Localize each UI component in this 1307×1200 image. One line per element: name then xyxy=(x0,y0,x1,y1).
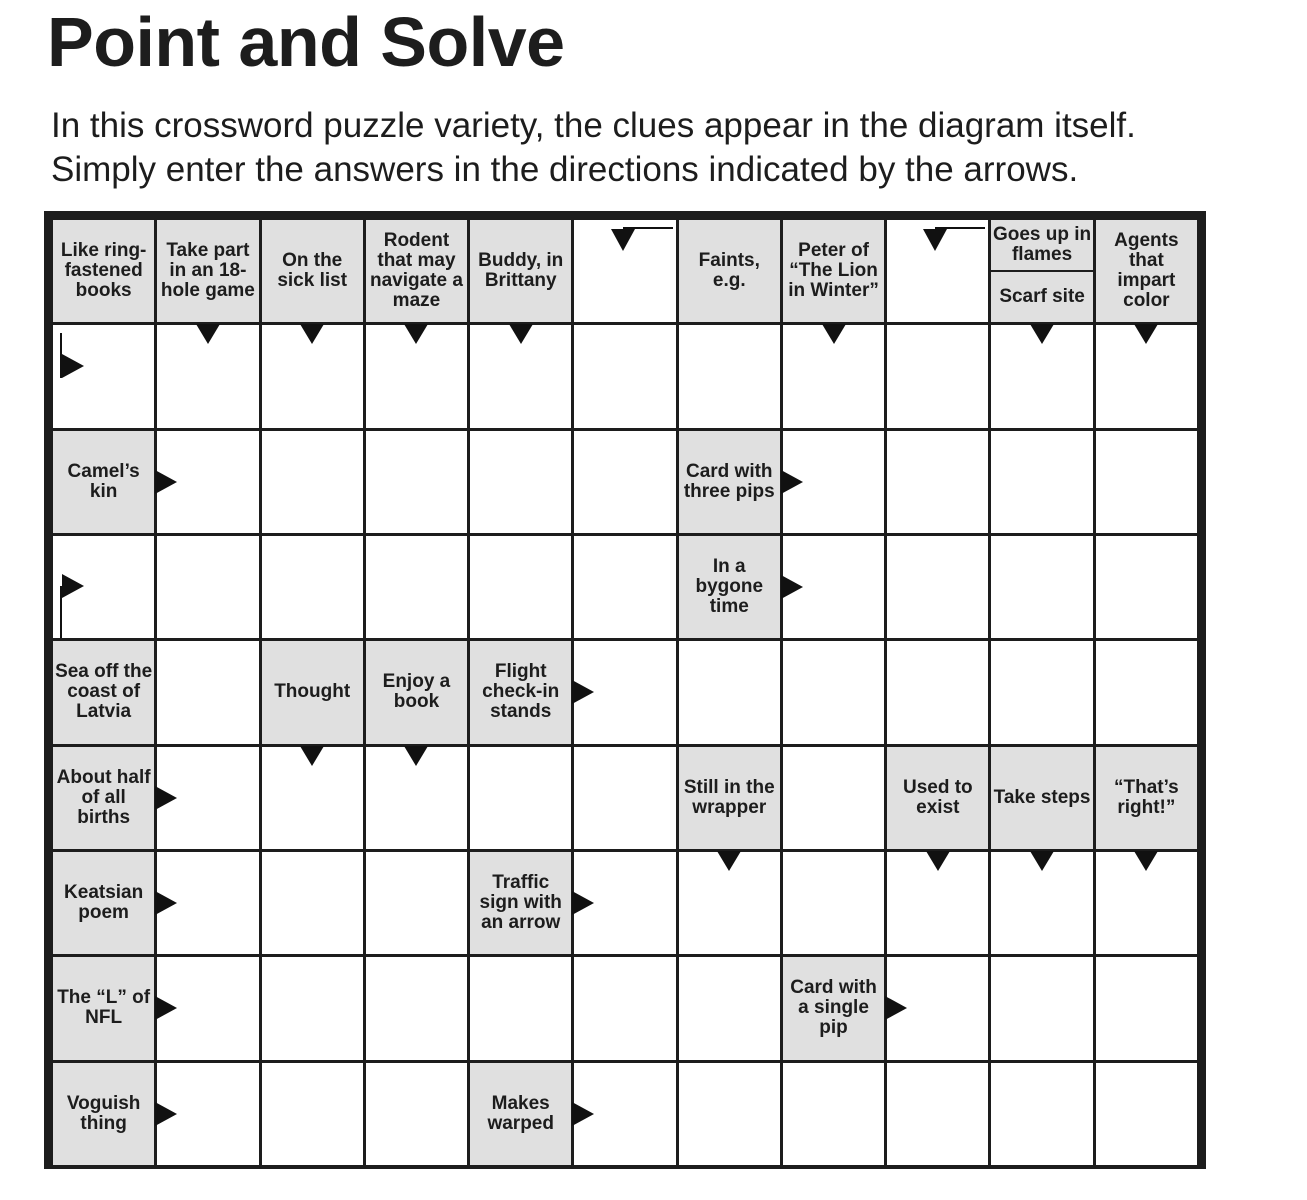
answer-cell[interactable] xyxy=(366,957,467,1059)
clue-text: Thought xyxy=(274,681,351,703)
bent-arrow-right-icon xyxy=(60,576,76,638)
clue-cell xyxy=(53,431,154,533)
clue-cell xyxy=(679,431,780,533)
arrow-down-icon xyxy=(404,324,428,344)
clue-cell xyxy=(53,1063,154,1165)
clue-cell xyxy=(1096,747,1197,849)
arrow-down-icon xyxy=(300,324,324,344)
answer-cell[interactable] xyxy=(679,957,780,1059)
clue-cell xyxy=(157,220,258,322)
clue-text: The “L” of NFL xyxy=(57,987,151,1029)
answer-cell[interactable] xyxy=(887,431,988,533)
clue-cell xyxy=(366,641,467,743)
answer-cell[interactable] xyxy=(574,431,675,533)
answer-cell[interactable] xyxy=(53,325,154,427)
answer-cell[interactable] xyxy=(470,747,571,849)
answer-cell[interactable] xyxy=(991,431,1092,533)
clue-text: Agents that impart color xyxy=(1114,230,1179,312)
bent-arrow-down-icon xyxy=(613,227,673,257)
arrow-right-icon xyxy=(572,1102,594,1126)
answer-cell[interactable] xyxy=(574,220,675,322)
answer-cell[interactable] xyxy=(887,641,988,743)
answer-cell[interactable] xyxy=(262,536,363,638)
clue-cell xyxy=(679,536,780,638)
answer-cell[interactable] xyxy=(887,536,988,638)
arrow-right-icon xyxy=(155,996,177,1020)
arrow-down-icon xyxy=(717,851,741,871)
clue-text: Voguish thing xyxy=(66,1092,141,1134)
answer-cell[interactable] xyxy=(366,1063,467,1165)
answer-cell[interactable] xyxy=(1096,431,1197,533)
clue-cell xyxy=(53,641,154,743)
clue-text: Traffic sign with an arrow xyxy=(479,872,562,934)
clue-cell xyxy=(53,957,154,1059)
answer-cell[interactable] xyxy=(366,536,467,638)
clue-text: Take part in an 18-hole game xyxy=(160,240,255,302)
clue-text: Goes up in flames xyxy=(991,220,1092,272)
clue-text: Peter of “The Lion in Winter” xyxy=(788,240,879,302)
clue-cell xyxy=(470,1063,571,1165)
answer-cell[interactable] xyxy=(887,220,988,322)
intro-line-2: Simply enter the answers in the directions indicated by the arrows. xyxy=(51,150,1079,189)
clue-cell xyxy=(470,852,571,954)
arrow-down-icon xyxy=(404,746,428,766)
answer-cell[interactable] xyxy=(574,957,675,1059)
answer-cell[interactable] xyxy=(574,325,675,427)
clue-cell xyxy=(991,747,1092,849)
arrow-right-icon xyxy=(155,786,177,810)
arrow-down-icon xyxy=(509,324,533,344)
arrow-down-icon xyxy=(300,746,324,766)
clue-text: “That’s right!” xyxy=(1113,776,1179,818)
clue-cell xyxy=(679,747,780,849)
answer-cell[interactable] xyxy=(366,852,467,954)
answer-cell[interactable] xyxy=(470,536,571,638)
clue-text: Faints, e.g. xyxy=(698,250,760,292)
answer-cell[interactable] xyxy=(991,1063,1092,1165)
bent-arrow-right-icon xyxy=(60,333,76,378)
answer-cell[interactable] xyxy=(783,852,884,954)
arrow-down-icon xyxy=(1134,851,1158,871)
clue-text: Card with three pips xyxy=(683,460,775,502)
clue-cell xyxy=(262,641,363,743)
clue-text: Scarf site xyxy=(999,286,1085,308)
answer-cell[interactable] xyxy=(679,641,780,743)
clue-text: Makes warped xyxy=(487,1092,554,1134)
answer-cell[interactable] xyxy=(679,325,780,427)
answer-cell[interactable] xyxy=(1096,641,1197,743)
clue-cell xyxy=(679,220,780,322)
clue-text: Like ring-fastened books xyxy=(60,240,147,302)
arrow-down-icon xyxy=(196,324,220,344)
arrow-down-icon xyxy=(822,324,846,344)
clue-cell xyxy=(366,220,467,322)
answer-cell[interactable] xyxy=(991,957,1092,1059)
page-title: Point and Solve xyxy=(47,3,565,81)
answer-cell[interactable] xyxy=(783,641,884,743)
clue-text: Take steps xyxy=(993,786,1091,808)
answer-cell[interactable] xyxy=(262,1063,363,1165)
arrow-right-icon xyxy=(155,891,177,915)
answer-cell[interactable] xyxy=(1096,536,1197,638)
arrow-down-icon xyxy=(926,851,950,871)
clue-text: Used to exist xyxy=(902,776,973,818)
clue-cell xyxy=(470,220,571,322)
answer-cell[interactable] xyxy=(262,431,363,533)
answer-cell[interactable] xyxy=(783,747,884,849)
clue-text: Rodent that may navigate a maze xyxy=(369,230,463,312)
answer-cell[interactable] xyxy=(574,536,675,638)
clue-text: About half of all births xyxy=(56,766,151,828)
clue-text: Flight check-in stands xyxy=(482,661,560,723)
answer-cell[interactable] xyxy=(1096,1063,1197,1165)
arrow-right-icon xyxy=(155,470,177,494)
clue-cell xyxy=(470,641,571,743)
answer-cell[interactable] xyxy=(262,852,363,954)
answer-cell[interactable] xyxy=(53,536,154,638)
clue-text: Enjoy a book xyxy=(382,671,451,713)
clue-text: In a bygone time xyxy=(695,556,764,618)
arrow-right-icon xyxy=(572,891,594,915)
answer-cell[interactable] xyxy=(991,641,1092,743)
answer-cell[interactable] xyxy=(262,957,363,1059)
arrow-down-icon xyxy=(1030,324,1054,344)
arrow-right-icon xyxy=(885,996,907,1020)
arrow-right-icon xyxy=(781,575,803,599)
clue-cell xyxy=(53,220,154,322)
crossword-grid xyxy=(53,220,1197,1165)
clue-cell xyxy=(53,747,154,849)
clue-cell xyxy=(783,220,884,322)
answer-cell[interactable] xyxy=(783,1063,884,1165)
answer-cell[interactable] xyxy=(574,747,675,849)
clue-text: Card with a single pip xyxy=(790,977,877,1039)
clue-text: Still in the wrapper xyxy=(683,776,775,818)
answer-cell[interactable] xyxy=(679,1063,780,1165)
clue-cell xyxy=(783,957,884,1059)
answer-cell[interactable] xyxy=(157,536,258,638)
answer-cell[interactable] xyxy=(1096,957,1197,1059)
clue-cell xyxy=(991,220,1092,322)
answer-cell[interactable] xyxy=(366,431,467,533)
arrow-down-icon xyxy=(1030,851,1054,871)
answer-cell[interactable] xyxy=(470,957,571,1059)
clue-cell xyxy=(887,747,988,849)
clue-cell xyxy=(1096,220,1197,322)
answer-cell[interactable] xyxy=(157,641,258,743)
clue-text: Camel’s kin xyxy=(67,460,140,502)
arrow-right-icon xyxy=(781,470,803,494)
arrow-right-icon xyxy=(155,1102,177,1126)
arrow-down-icon xyxy=(1134,324,1158,344)
arrow-right-icon xyxy=(572,680,594,704)
answer-cell[interactable] xyxy=(991,536,1092,638)
answer-cell[interactable] xyxy=(470,431,571,533)
clue-text: On the sick list xyxy=(277,250,348,292)
clue-text: Keatsian poem xyxy=(64,882,144,924)
answer-cell[interactable] xyxy=(887,1063,988,1165)
clue-cell xyxy=(262,220,363,322)
bent-arrow-down-icon xyxy=(925,227,985,257)
clue-text: Sea off the coast of Latvia xyxy=(55,661,153,723)
crossword-board xyxy=(44,211,1206,1169)
clue-text: Buddy, in Brittany xyxy=(478,250,564,292)
answer-cell[interactable] xyxy=(887,325,988,427)
clue-cell xyxy=(53,852,154,954)
intro-line-1: In this crossword puzzle variety, the clues appear in the diagram itself. xyxy=(51,106,1136,145)
